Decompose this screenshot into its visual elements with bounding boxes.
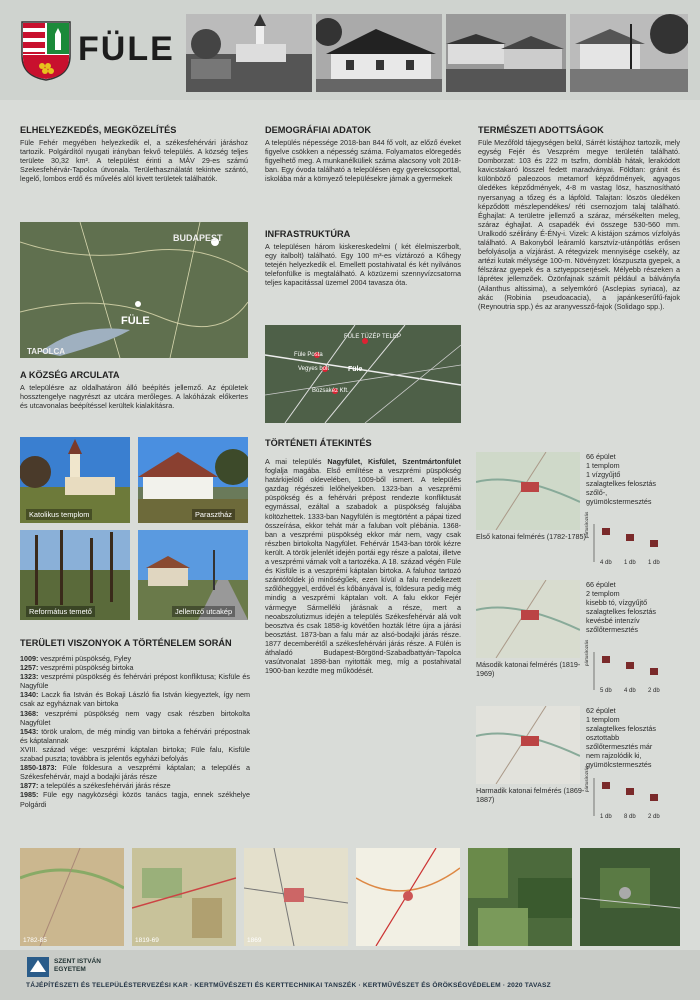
history-year: 1257: xyxy=(20,663,39,673)
history-year: 1877: xyxy=(20,781,39,791)
history-year: 1009: xyxy=(20,654,39,663)
history-text: török uralom, de még mindig van birtoka a fehérvári prépostnak és káptalannak xyxy=(20,726,250,745)
history-list-heading: TERÜLETI VISZONYOK A TÖRTÉNELEM SORÁN xyxy=(20,638,232,648)
street-photo xyxy=(138,530,248,620)
survey-fact: osztottabb xyxy=(586,733,620,742)
map-label: FÜLE TÜZÉP TELEP xyxy=(344,334,402,340)
history-text: veszprémi püspökség nem vagy csak részben birtokolta Nagyfület xyxy=(20,708,250,727)
footer-text: TÁJÉPÍTÉSZETI ÉS TELEPÜLÉSTERVEZÉSI KAR · KERTMŰVÉSZETI ÉS KERTTECHNIKAI TANSZÉK · KERTMŰVÉSZET ÉS ÖRÖKSÉGVÉDELEM · 2020 TAVASZ xyxy=(26,982,551,989)
survey-facts xyxy=(586,580,676,634)
survey-icon-label: 1 db xyxy=(624,560,636,566)
survey-icons xyxy=(584,511,672,568)
survey-axis-label: pártusírozrás xyxy=(584,639,589,666)
map-thumbnail xyxy=(132,848,236,946)
map-label: Bozsakéz Kft. xyxy=(312,388,349,394)
infrastructure-heading: INFRASTRUKTÚRA xyxy=(265,229,351,239)
survey-axis-label: pártusírozrás xyxy=(584,511,589,538)
photo-caption: Parasztház xyxy=(192,509,235,520)
survey-fact: szőlőtermesztés már xyxy=(586,742,653,751)
demography-heading: DEMOGRÁFIAI ADATOK xyxy=(265,125,371,135)
demography-text: A település népessége 2018-ban 844 fő volt, az előző éveket figyelve csökken a népesség száma. Folyamatos elöregedés figyelhető meg. A munkanélküliek száma alacsony volt 2018-ban. Egy óvoda található a településen egy gyerekcsoporttal, iskolába már a környező településekre járnak a gyermekek xyxy=(265,138,461,184)
survey-fact: szalagtelkes felosztás xyxy=(586,479,656,488)
survey-icon-label: 2 db xyxy=(648,688,660,694)
history-item xyxy=(20,727,250,745)
history-year: 1543: xyxy=(20,726,39,736)
survey-fact: kisebb tó, vízgyűjtő xyxy=(586,598,648,607)
map-label: Füle xyxy=(348,366,363,373)
survey-icon-label: 5 db xyxy=(600,688,612,694)
survey-block xyxy=(476,452,672,570)
church-photo xyxy=(20,437,130,523)
history-year: 1368: xyxy=(20,708,39,718)
map-label-city: BUDAPEST xyxy=(173,233,223,243)
infrastructure-text: A településen három kiskereskedelmi ( két élelmiszerbolt, egy italbolt) található. Egy 100 m³-es víztározó a Kőhegy tetején helyezkedik el. Emellett postahivatal és két nyilvános telefonfülke is megtalálható. A közüzemi szennyvízcsatorna teljes kapacitással üzemel 2004 tavasza óta. xyxy=(265,242,461,288)
map-thumbnail xyxy=(20,848,124,946)
survey-icon-label: 8 db xyxy=(624,814,636,820)
nature-heading: TERMÉSZETI ADOTTSÁGOK xyxy=(478,125,604,135)
history-item xyxy=(20,790,250,808)
history-text: Laczk fia István és Bokaji László fia István kiegyeztek, így nem csak az egyháznak van birtoka xyxy=(20,690,251,709)
survey-fact: 66 épület xyxy=(586,580,616,589)
survey-fact: 1 templom xyxy=(586,715,620,724)
village-road-photo xyxy=(570,14,688,92)
map-thumbnail xyxy=(468,848,572,946)
location-heading: ELHELYEZKEDÉS, MEGKÖZELÍTÉS xyxy=(20,125,177,135)
coat-of-arms-icon xyxy=(20,20,72,82)
survey-caption: Harmadik katonai felmérés (1869-1887) xyxy=(476,786,585,804)
map-thumbnail xyxy=(244,848,348,946)
arculat-heading: A KÖZSÉG ARCULATA xyxy=(20,370,120,380)
survey-axis-label: pártusírozrás xyxy=(584,765,589,792)
survey-block xyxy=(476,580,672,698)
survey-facts xyxy=(586,706,676,769)
history-text: Füle földesura a veszprémi káptalan; a település a Székesfehérvár, majd a bodajki járás része xyxy=(20,763,250,782)
footer xyxy=(0,950,700,1000)
historic-maps-row xyxy=(20,848,680,946)
photo-caption: Katolikus templom xyxy=(26,509,92,520)
history-list-section xyxy=(20,638,250,809)
survey-fact: szalagtelkes felosztás xyxy=(586,724,656,733)
map-thumbnail-label: 1782-85 xyxy=(23,937,47,944)
infrastructure-map xyxy=(265,325,461,423)
map-label: Füle Posta xyxy=(294,352,323,358)
history-item xyxy=(20,781,250,790)
survey-icons xyxy=(584,765,672,822)
survey-icon-label: 4 db xyxy=(624,688,636,694)
nature-section xyxy=(478,125,680,314)
survey-map xyxy=(476,706,580,784)
demography-section xyxy=(265,125,461,186)
history-year: 1985: xyxy=(20,790,39,800)
cemetery-photo xyxy=(20,530,130,620)
page-title: FÜLE xyxy=(78,30,175,68)
farmhouse-photo xyxy=(138,437,248,523)
map-label-lake: TAPOLCA xyxy=(27,347,66,356)
survey-caption: Első katonai felmérés (1782-1785) xyxy=(476,532,586,541)
survey-icon-label: 4 db xyxy=(600,560,612,566)
survey-caption: Második katonai felmérés (1819-1969) xyxy=(476,660,581,678)
history-item xyxy=(20,709,250,727)
history-text: veszprémi püspökség és fehérvári prépost konfliktusa; Kisfüle és Nagyfüle xyxy=(20,672,250,691)
history-year: 1340: xyxy=(20,690,39,700)
survey-icon-label: 1 db xyxy=(600,814,612,820)
arculat-text: A településre az oldalhatáron álló beépítés jellemző. Az épületek hossztengelye nagyrészt az utcára merőleges. A lakóházak előkertes és utcavonalas beépítéssel kerültek kialakításra. xyxy=(20,383,248,411)
history-text: a település a székesfehérvári járás része xyxy=(40,781,171,791)
survey-icon-label: 1 db xyxy=(648,560,660,566)
history-year: 1323: xyxy=(20,672,39,682)
survey-fact: gyümölcstermesztés xyxy=(586,760,652,769)
location-section xyxy=(20,125,248,186)
history-item xyxy=(20,663,250,672)
header xyxy=(0,0,700,100)
survey-fact: szőlőtermesztés xyxy=(586,625,638,634)
map-label: Vegyes bolt xyxy=(298,366,330,372)
map-thumbnail xyxy=(356,848,460,946)
survey-fact: nem rajzolódik ki, xyxy=(586,751,642,760)
survey-fact: kevésbé intenzív xyxy=(586,616,640,625)
text-part: foglalja magába. Első említése a veszprémi püspökség határkijelölő oklevelében, 1009-ből ismert. A település gazdag régészeti lelőhelyekben. 1323-ban a veszprémi püspökség és a fehérvári prépost rendezte konfliktusát egymással, ezáltal a szabadok a püspökség falujába költözhettek. 1333-ban Nagyfülén is megtörtént a pápai tized összeírása, ekkor tehát már a faluban volt plébánia. 1368-ban a veszprémi püspökség ekkor már nem, vagy csak részben birtokolta Nagyfület. Fehérvár 1543-ban török kézre került. A török jelenlét idején portái egy része a palotai, illetve a veszprémi várnak volt a tartozéka. A 18. század végén Füle és Kisfüle is a veszprémi káptalan birtoka. A faluhoz tartozó szántóföldek jó minőségűek, ezen kívül a falu rendelkezett szőlőheggyel, erdővel és kőbányával is, földesura pedig még mindig a veszprémi káptalan volt. A falu ekkor Fejér vármegye Sármelléki járásnak a része, mert a neoabszolutizmus idején a település Székesfehérvár alá volt beosztva és csak 1858-ig kövétően hozták létre újra a járási beosztást. 1873-ban a falu már az alsó-bodajki járás része. 1877 decemberétől a székesfehérvári járás része. A Fülén is áthaladó Budapest-Börgönd-Szabadbattyán-Tapolca vasútvonalat 1898-ban nyitották meg, míg a postahivatal 1900-ban kezdte meg működését. xyxy=(265,466,461,676)
history-text: XVIII. század vége: veszprémi káptalan birtoka; Füle falu, Kisfüle szabad puszta; továbbra is jelentős egyházi befolyás xyxy=(20,744,250,764)
history-list xyxy=(20,654,250,809)
survey-fact: 62 épület xyxy=(586,706,616,715)
history-item xyxy=(20,763,250,781)
map-label-town: FÜLE xyxy=(121,315,150,327)
street-houses-photo xyxy=(446,14,566,92)
history-item xyxy=(20,745,250,763)
survey-fact: szalagtelkes felosztás xyxy=(586,607,656,616)
photo-caption: Református temető xyxy=(26,606,95,617)
history-item xyxy=(20,690,250,708)
map-thumbnail xyxy=(580,848,680,946)
university-logo-icon xyxy=(26,956,50,978)
old-house-photo xyxy=(316,14,442,92)
history-item xyxy=(20,672,250,690)
survey-fact: szőlő-, xyxy=(586,488,608,497)
survey-facts xyxy=(586,452,676,506)
infrastructure-section xyxy=(265,229,461,290)
history-item xyxy=(20,654,250,663)
location-text: Füle Fehér megyében helyezkedik el, a székesfehérvári járáshoz tartozik. Polgárdítól nyugati irányban fekvő település. A község teljes területe 30,32 km². A települést érinti a MÁV 29-es számú Szekesfehérvár-Tapolca útvonala. Területhasználatát tekintve szántó, legelő, lombos erdő és művelés alól kivett területek találhatók. xyxy=(20,138,248,184)
historical-overview-heading: TÖRTÉNETI ÁTEKINTÉS xyxy=(265,438,372,448)
history-text: veszprémi püspökség birtoka xyxy=(40,663,134,673)
survey-fact: 1 vízgyűjtő xyxy=(586,470,621,479)
survey-fact: gyümölcstermesztés xyxy=(586,497,652,506)
survey-fact: 1 templom xyxy=(586,461,620,470)
survey-icons xyxy=(584,639,672,696)
survey-map xyxy=(476,452,580,530)
history-text: veszprémi püspökség, Fyley xyxy=(40,654,132,663)
map-thumbnail-label: 1819-69 xyxy=(135,937,159,944)
village-church-photo xyxy=(186,14,312,92)
historical-overview-section xyxy=(265,438,461,678)
history-year: 1850-1873: xyxy=(20,763,57,773)
nature-text: Füle Mezőföld tájegységen belül, Sárrét kistájhoz tartozik, mely egység Fejér és Veszprém megye területén található. Domborzat: 103 és 222 m tszfm, dombláb hátak, lerakódott kavicstakaró lösszel fedett maradványai. Földtan: gránit és különböző paleozoos metamorf képződmények, agyagos üledékes képződmények, 4-8 m vastag lösz, hasznosítható nyersanyag a tőzeg és a lápföld. Talajtan: löszös üledéken képződött mészlependékes/ réti csernozjom talaj található. Éghajlat: A területre jellemző a száraz, mérsékelten meleg, száraz éghajlat. A csapadék évi összege 530-560 mm. Uralkodó szélirány É-ÉNy-i. Vizek: A kistájon számos vízfolyás található. A Bakonyból leáramló karsztvíz-utánpótlás erősen befolyásolja a vízjárást. A rétegvizek mennyisége csekély, az artézi kutak mélysége 100-m. Növényzet: lószpuszta gyepek, a félszáraz gyepek és a sztyeppcserjések. Mélyebb részeken a lápréteк jellemzőek. Özönfajnak számít például a bálványfa (Ailanthus altissima), a selyemkóró (Asclepias syriaca), az akác (Robinia pseudoacacia), a japánkeserűfű-fajok (Reynoutria spp.) és az aranyvessző-fajok (Solidago spp.). xyxy=(478,138,680,311)
history-text: Füle egy nagyközségi közös tanács tagja, ennek székhelye Polgárdi xyxy=(20,790,250,809)
survey-fact: 2 templom xyxy=(586,589,620,598)
survey-block xyxy=(476,706,672,824)
arculat-section xyxy=(20,370,248,413)
historical-overview-text xyxy=(265,457,461,675)
survey-map xyxy=(476,580,580,658)
university-name: SZENT ISTVÁN EGYETEM xyxy=(54,958,101,973)
photo-caption: Jellemző utcakép xyxy=(172,606,235,617)
text-bold: Nagyfület, Kisfület, Szentmártonfület xyxy=(327,457,461,466)
map-thumbnail-label: 1869 xyxy=(247,937,262,944)
survey-icon-label: 2 db xyxy=(648,814,660,820)
text-part: A mai település xyxy=(265,457,328,466)
survey-fact: 66 épület xyxy=(586,452,616,461)
region-map xyxy=(20,222,248,358)
